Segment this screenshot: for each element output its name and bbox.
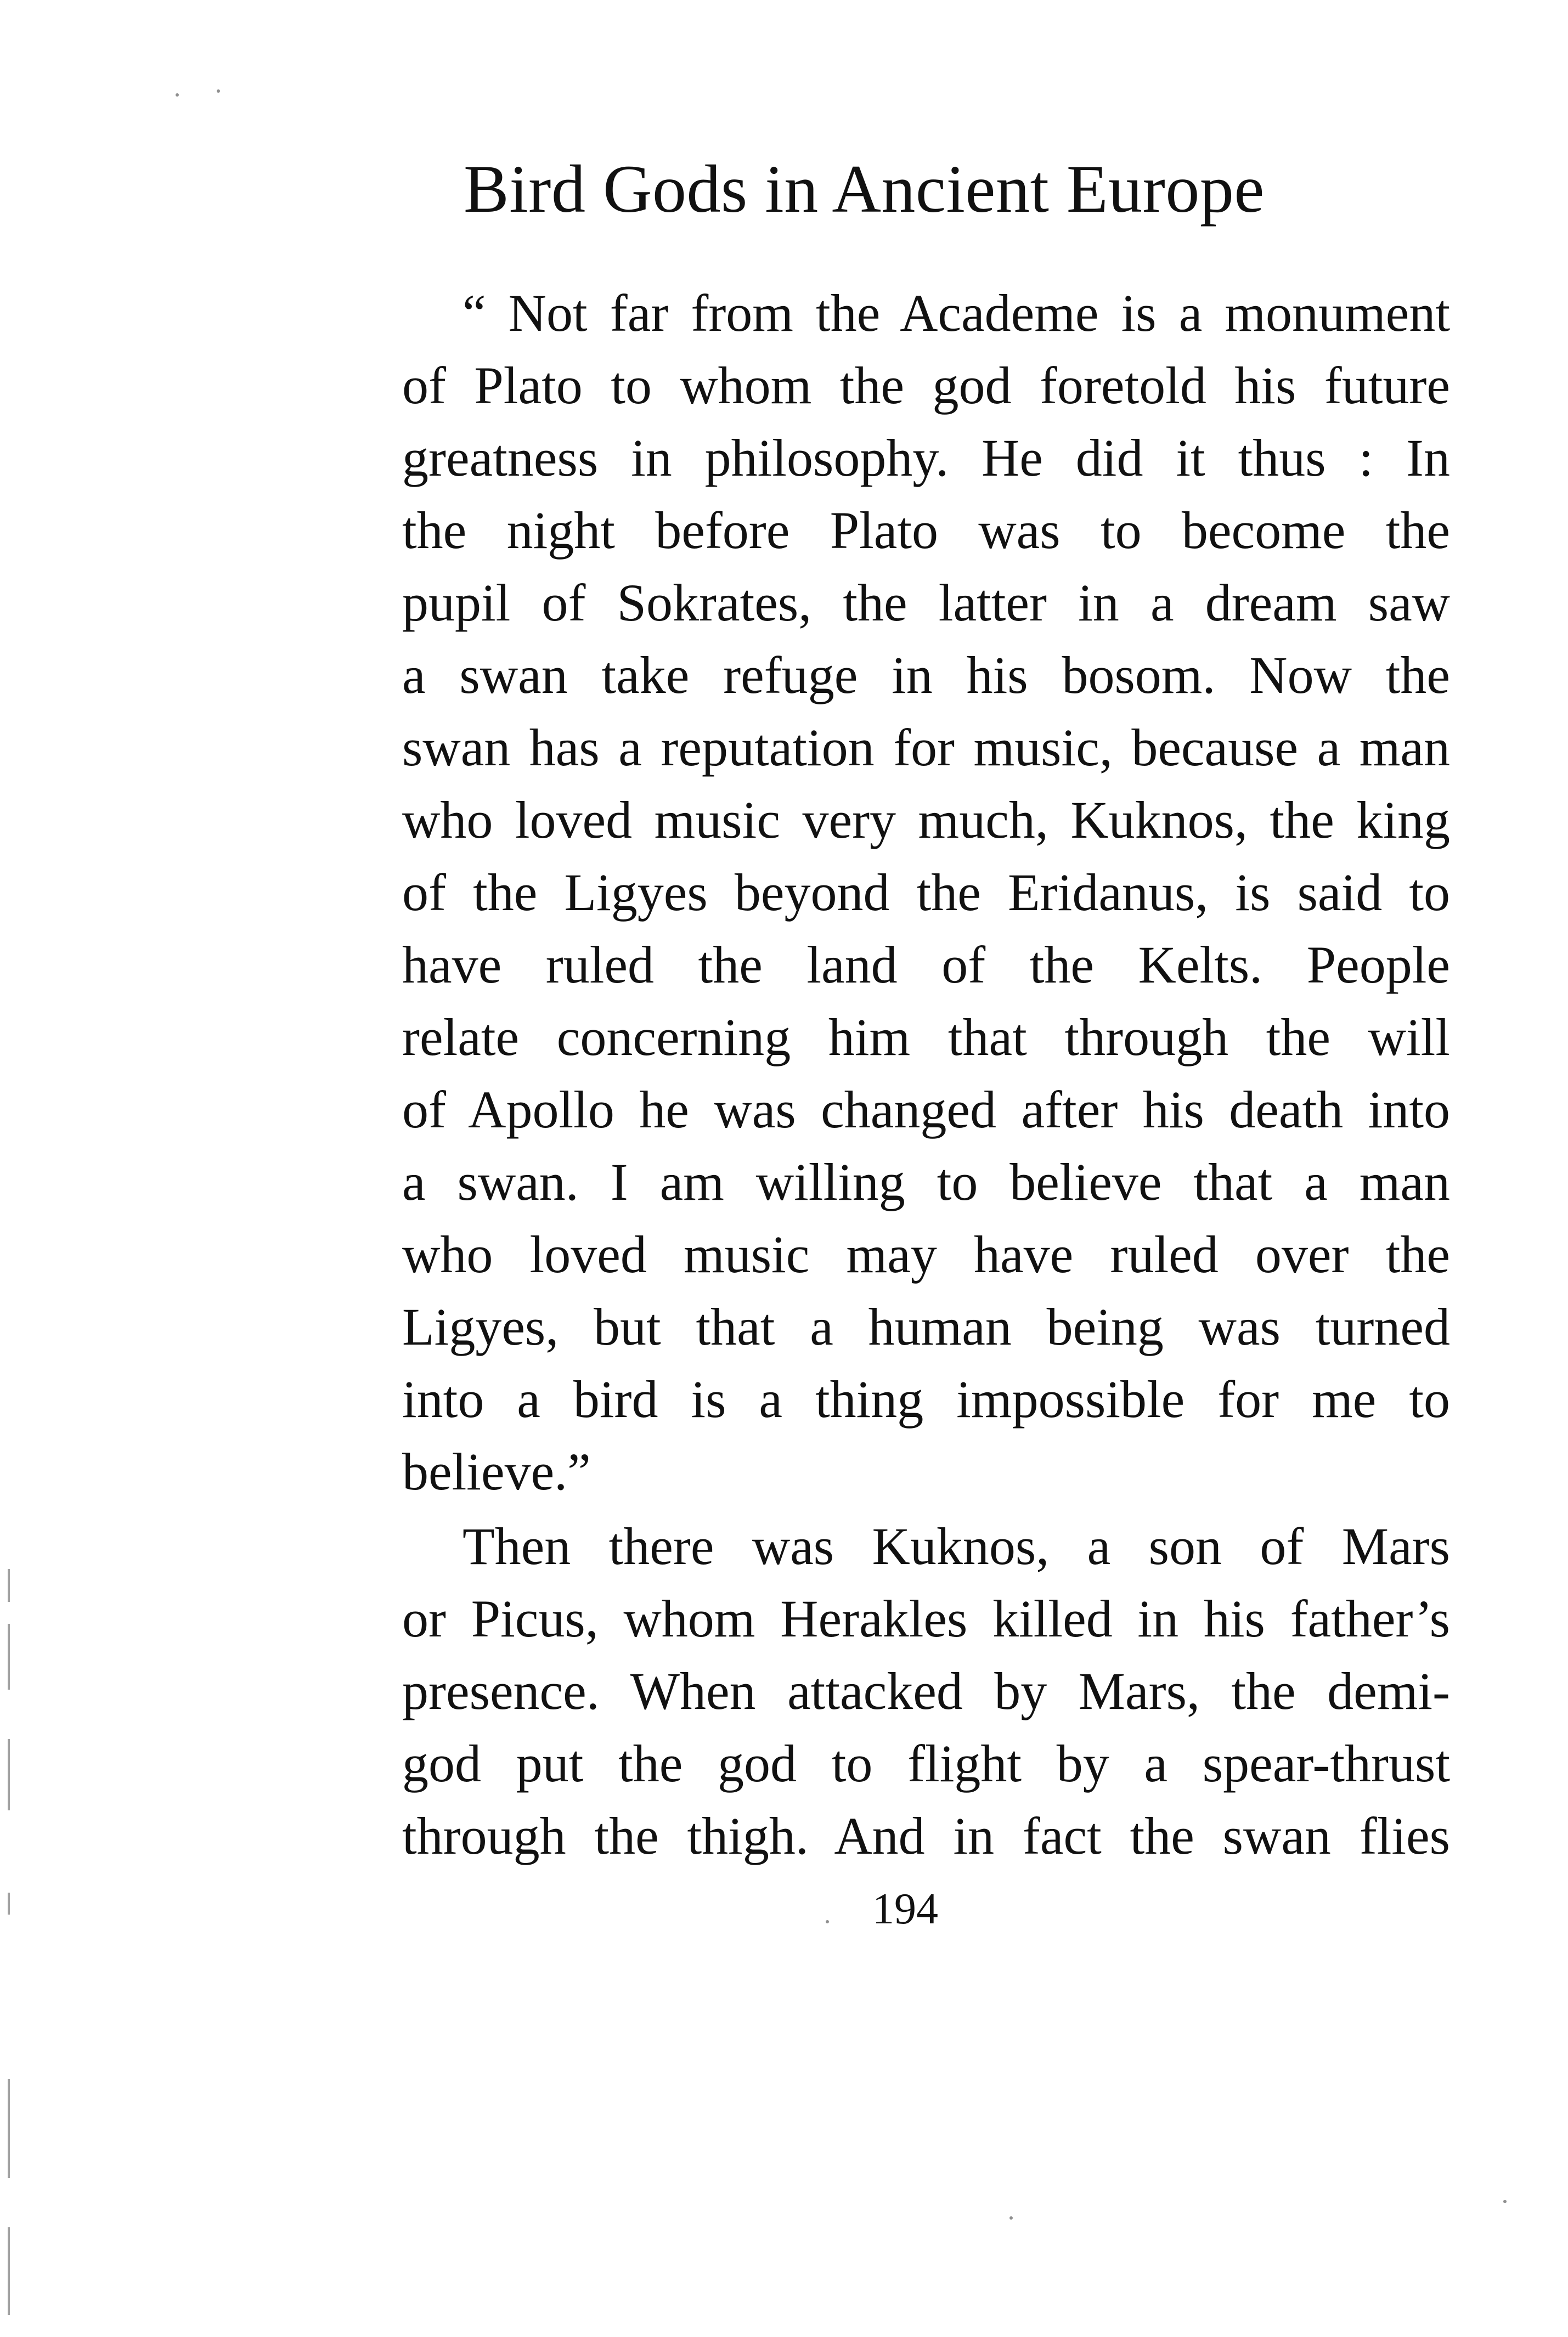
text-line: relate concerning him that through the will — [402, 1008, 1450, 1066]
text-line: Ligyes, but that a human being was turned — [402, 1297, 1450, 1356]
text-line: greatness in philosophy. He did it thus : In — [402, 428, 1450, 487]
text-line: into a bird is a thing impossible for me to — [402, 1370, 1450, 1429]
body-text — [402, 277, 1450, 1872]
scan-speck — [1503, 2200, 1507, 2203]
text-line: who loved music may have ruled over the — [402, 1225, 1450, 1284]
text-line: swan has a reputation for music, because a man — [402, 718, 1450, 777]
text-line: of Plato to whom the god foretold his future — [402, 356, 1450, 415]
text-line: a swan take refuge in his bosom. Now the — [402, 646, 1450, 704]
page-number: 194 — [872, 1885, 938, 1933]
text-line: or Picus, whom Herakles killed in his father’s — [402, 1589, 1450, 1648]
scan-edge-mark — [8, 1739, 10, 1810]
scan-edge-mark — [8, 1569, 10, 1602]
text-line: believe.” — [402, 1442, 591, 1501]
paragraph-1 — [402, 277, 1450, 1508]
scan-edge-mark — [8, 1624, 10, 1690]
paragraph-2 — [402, 1510, 1450, 1872]
scan-speck — [217, 89, 220, 93]
text-line: of Apollo he was changed after his death into — [402, 1080, 1450, 1139]
text-line: of the Ligyes beyond the Eridanus, is said to — [402, 863, 1450, 922]
scan-speck — [826, 1920, 829, 1923]
scan-speck — [1009, 2216, 1013, 2220]
text-line: the night before Plato was to become the — [402, 501, 1450, 560]
scan-edge-mark — [8, 1893, 10, 1915]
text-line: pupil of Sokrates, the latter in a dream saw — [402, 573, 1450, 632]
scan-edge-mark — [8, 2079, 10, 2178]
text-line: have ruled the land of the Kelts. People — [402, 935, 1450, 994]
text-line: Then there was Kuknos, a son of Mars — [462, 1517, 1450, 1576]
text-line: presence. When attacked by Mars, the demi- — [402, 1662, 1450, 1720]
text-line: who loved music very much, Kuknos, the king — [402, 791, 1450, 849]
text-line: through the thigh. And in fact the swan flies — [402, 1807, 1450, 1865]
text-line: god put the god to flight by a spear-thrust — [402, 1734, 1450, 1793]
scan-edge-mark — [8, 2227, 10, 2315]
text-line: “ Not far from the Academe is a monument — [462, 284, 1450, 342]
running-head: Bird Gods in Ancient Europe — [464, 151, 1265, 227]
text-line: a swan. I am willing to believe that a man — [402, 1153, 1450, 1211]
scan-speck — [176, 93, 179, 97]
